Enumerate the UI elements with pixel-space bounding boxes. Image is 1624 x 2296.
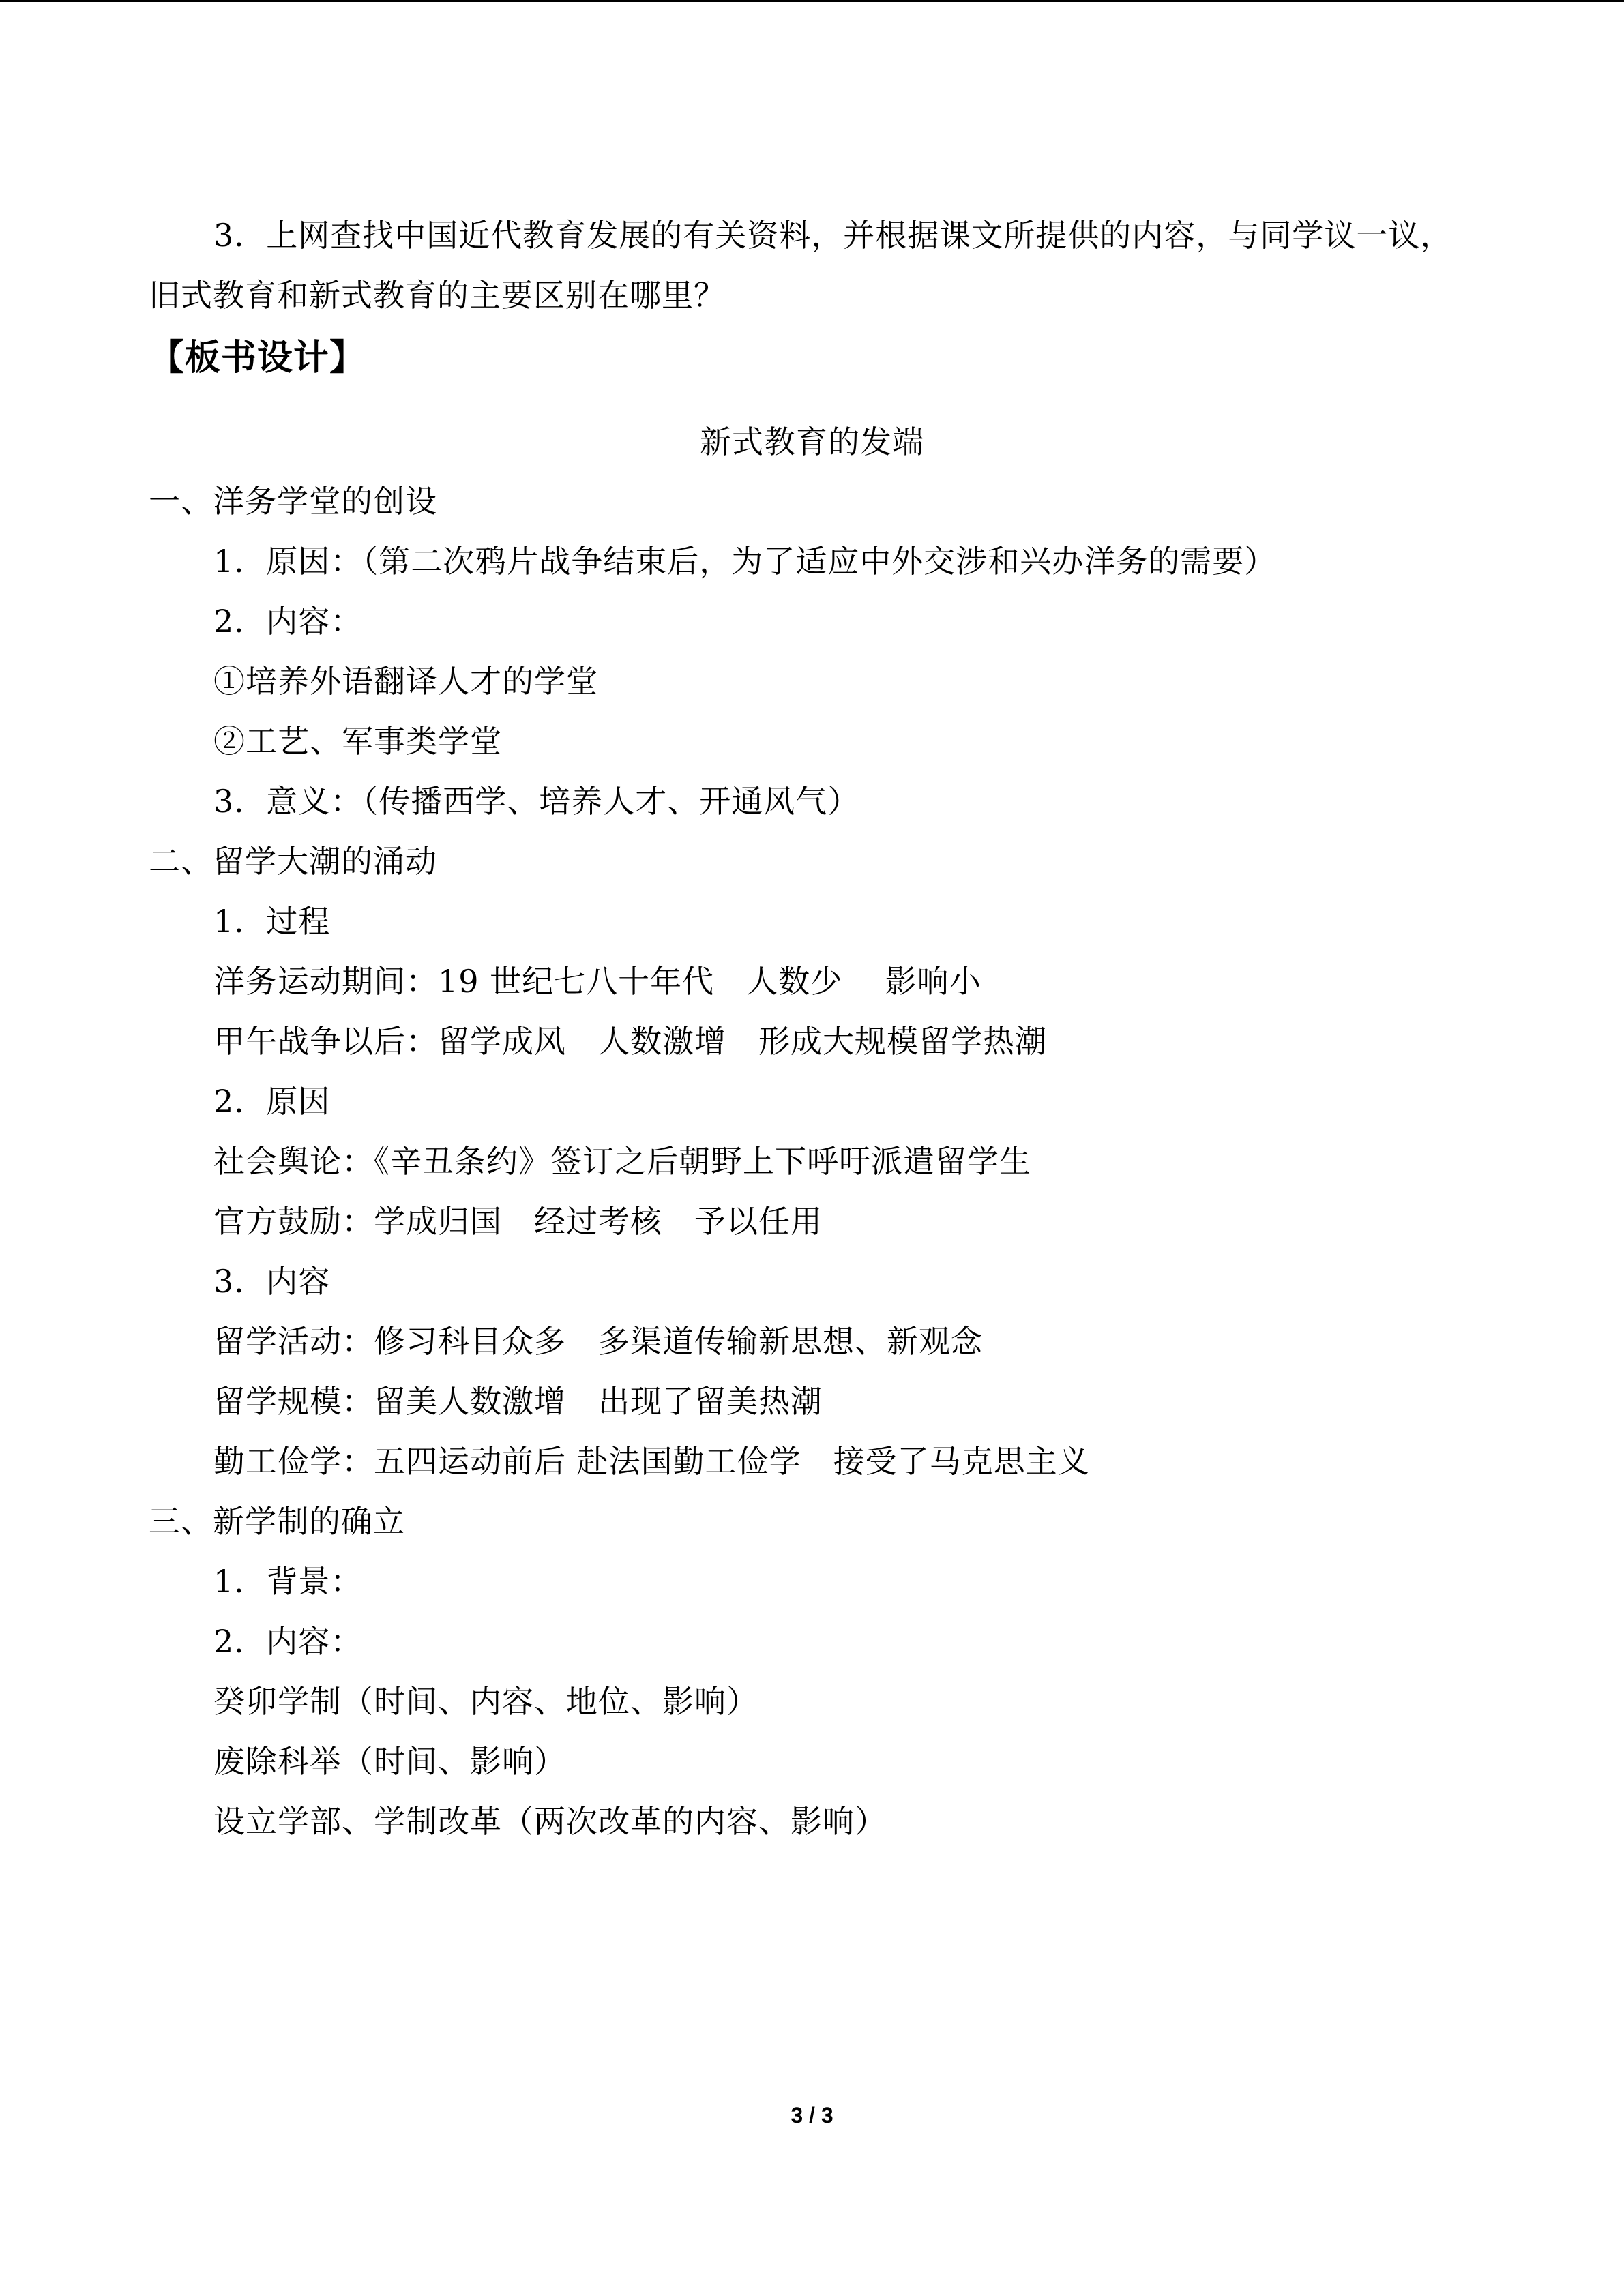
board-item: 2．内容： — [213, 1623, 363, 1660]
board-item: 1．背景： — [213, 1563, 363, 1600]
board-item: 勤工俭学：五四运动前后 赴法国勤工俭学 接受了马克思主义 — [213, 1443, 1090, 1480]
board-item: ②工艺、军事类学堂 — [213, 723, 502, 760]
board-item: 留学规模：留美人数激增 出现了留美热潮 — [213, 1383, 823, 1420]
board-item: 1．原因：（第二次鸦片战争结束后，为了适应中外交涉和兴办洋务的需要） — [213, 543, 1277, 580]
board-item: 3．内容 — [213, 1263, 331, 1300]
board-item: 2．内容： — [213, 603, 363, 640]
board-section-2: 二、留学大潮的涌动 — [149, 843, 437, 880]
board-section-3: 三、新学制的确立 — [149, 1503, 405, 1540]
question-line-1: 3．上网查找中国近代教育发展的有关资料，并根据课文所提供的内容，与同学议一议， — [213, 217, 1453, 254]
page-number: 3 / 3 — [791, 2103, 833, 2128]
board-item: 洋务运动期间：19 世纪七八十年代 人数少 影响小 — [213, 963, 981, 1000]
board-item: 社会舆论：《辛丑条约》签订之后朝野上下呼吁派遣留学生 — [213, 1143, 1031, 1180]
board-section-1: 一、洋务学堂的创设 — [149, 483, 437, 520]
board-item: 官方鼓励：学成归国 经过考核 予以任用 — [213, 1203, 823, 1240]
section-heading: 【板书设计】 — [149, 338, 366, 378]
board-item: 废除科举（时间、影响） — [213, 1743, 566, 1780]
question-line-2: 旧式教育和新式教育的主要区别在哪里？ — [149, 277, 726, 314]
board-item: ①培养外语翻译人才的学堂 — [213, 663, 598, 700]
board-item: 1．过程 — [213, 903, 331, 940]
board-item: 癸卯学制（时间、内容、地位、影响） — [213, 1683, 758, 1720]
board-item: 设立学部、学制改革（两次改革的内容、影响） — [213, 1803, 887, 1840]
top-border — [0, 0, 1624, 2]
board-item: 留学活动：修习科目众多 多渠道传输新思想、新观念 — [213, 1323, 983, 1360]
board-item: 3．意义：（传播西学、培养人才、开通风气） — [213, 783, 860, 820]
board-title: 新式教育的发端 — [700, 423, 924, 460]
board-item: 甲午战争以后：留学成风 人数激增 形成大规模留学热潮 — [213, 1023, 1047, 1060]
board-item: 2．原因 — [213, 1083, 331, 1120]
